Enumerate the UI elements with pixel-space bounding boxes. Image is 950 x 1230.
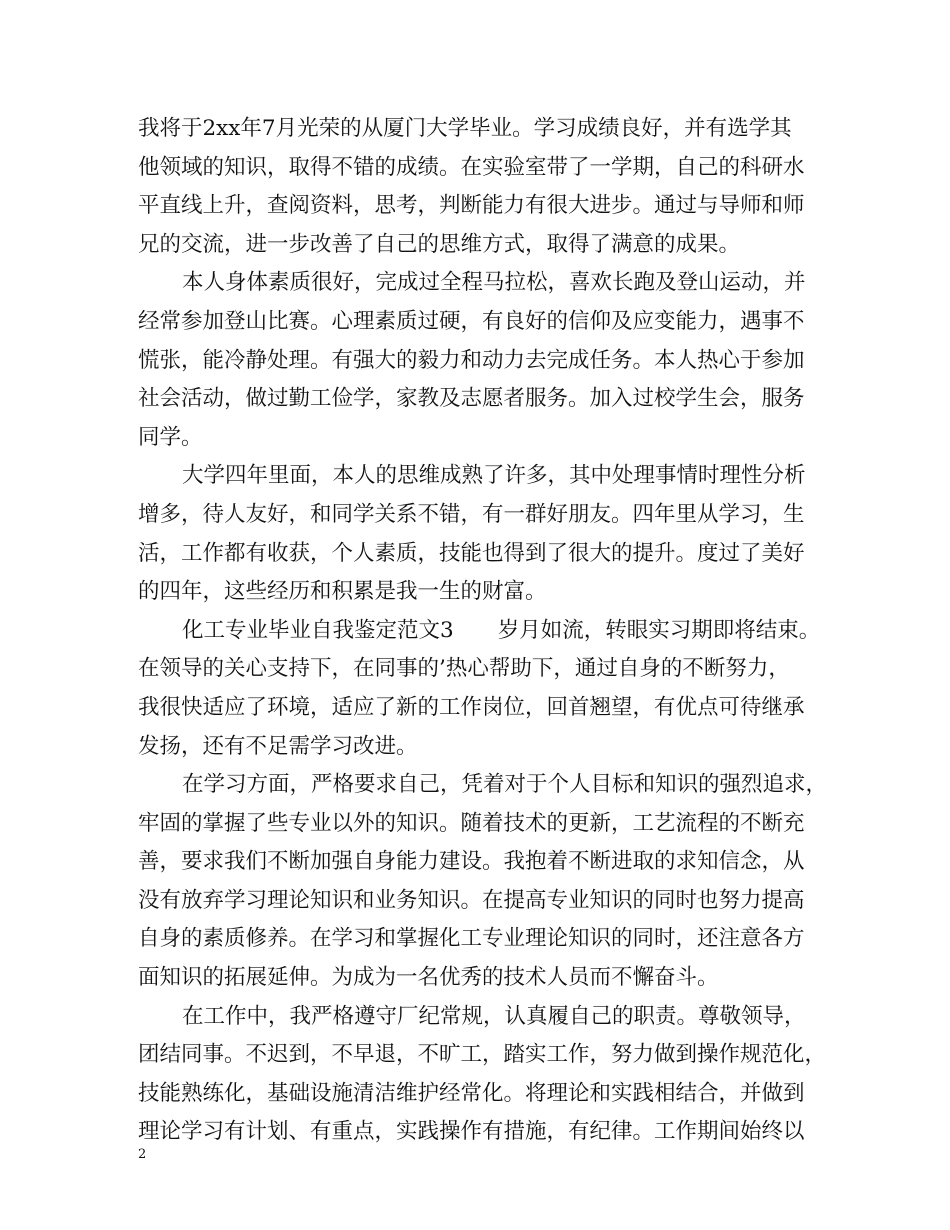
- text-line: 技能熟练化，基础设施清洁维护经常化。将理论和实践相结合，并做到: [138, 1080, 805, 1106]
- section-heading-line: [138, 612, 821, 651]
- text-line: 增多，待人友好，和同学关系不错，有一群好朋友。四年里从学习，生: [138, 501, 805, 527]
- paragraph-first-line: 在学习方面，严格要求自己，凭着对于个人目标和知识的强烈追求，: [182, 772, 828, 798]
- text-line: 平直线上升，查阅资料，思考，判断能力有很大进步。通过与导师和师: [138, 193, 805, 219]
- text-line: 他领域的知识，取得不错的成绩。在实验室带了一学期，自己的科研水: [138, 154, 805, 180]
- paragraph-first-line: 本人身体素质很好，完成过全程马拉松，喜欢长跑及登山运动，并: [182, 270, 806, 296]
- text-line: 我很快适应了环境，适应了新的工作岗位，回首翘望，有优点可待继承: [138, 694, 805, 720]
- text-line: 没有放弃学习理论知识和业务知识。在提高专业知识的同时也努力提高: [138, 887, 805, 913]
- text-line: 活，工作都有收获，个人素质，技能也得到了很大的提升。度过了美好: [138, 540, 805, 566]
- text-line: 社会活动，做过勤工俭学，家教及志愿者服务。加入过校学生会，服务: [138, 386, 805, 412]
- text-line: 兄的交流，进一步改善了自己的思维方式，取得了满意的成果。: [138, 231, 741, 257]
- text-line: 我将于2xx年7月光荣的从厦门大学毕业。学习成绩良好，并有选学其: [138, 116, 792, 141]
- paragraph-first-line: 大学四年里面，本人的思维成熟了许多，其中处理事情时理性分析: [182, 463, 806, 489]
- page-number: 2: [138, 1147, 147, 1162]
- text-line: 的四年，这些经历和积累是我一生的财富。: [138, 579, 547, 605]
- text-line: 同学。: [138, 424, 203, 450]
- section-heading: 化工专业毕业自我鉴定范文3: [182, 617, 454, 643]
- text-line: 牢固的掌握了些专业以外的知识。随着技术的更新，工艺流程的不断充: [138, 810, 805, 836]
- text-line: 发扬，还有不足需学习改进。: [138, 733, 418, 759]
- text-line: 在领导的关心支持下，在同事的’热心帮助下，通过自身的不断努力，: [138, 656, 790, 682]
- text-line: 自身的素质修养。在学习和掌握化工专业理论知识的同时，还注意各方: [138, 926, 805, 952]
- document-body: [138, 110, 828, 1152]
- text-line: 理论学习有计划、有重点，实践操作有措施，有纪律。工作期间始终以: [138, 1119, 805, 1145]
- text-line: 善，要求我们不断加强自身能力建设。我抱着不断进取的求知信念，从: [138, 849, 805, 875]
- text-line: 面知识的拓展延伸。为成为一名优秀的技术人员而不懈奋斗。: [138, 965, 719, 991]
- paragraph-first-line: 在工作中，我严格遵守厂纪常规，认真履自己的职责。尊敬领导，: [182, 1003, 806, 1029]
- text-line: 慌张，能冷静处理。有强大的毅力和动力去完成任务。本人热心于参加: [138, 347, 805, 373]
- text-line: 经常参加登山比赛。心理素质过硬，有良好的信仰及应变能力，遇事不: [138, 308, 805, 334]
- heading-trailing-text: 岁月如流，转眼实习期即将结束。: [497, 617, 821, 643]
- text-line: 团结同事。不迟到，不早退，不旷工，踏实工作，努力做到操作规范化，: [138, 1042, 827, 1068]
